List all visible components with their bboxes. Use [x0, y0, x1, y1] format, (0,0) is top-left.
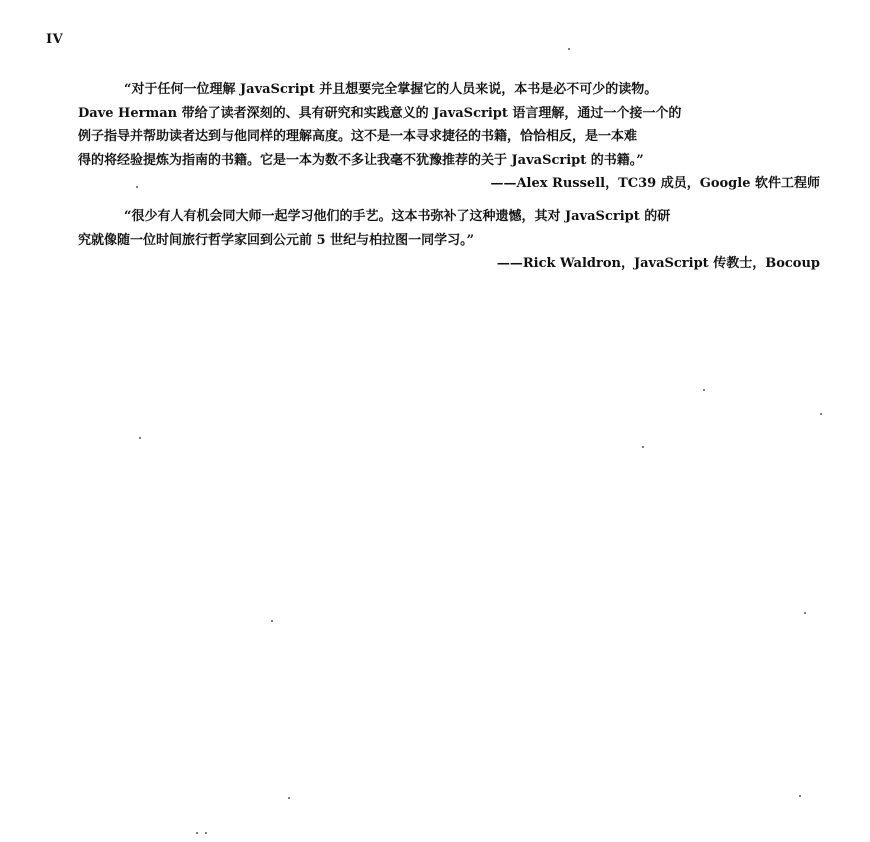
quote-line: “对于任何一位理解 JavaScript 并且想要完全掌握它的人员来说，本书是必不可少的读物。 [124, 82, 658, 97]
quote-line: 例子指导并帮助读者达到与他同样的理解高度。这不是一本寻求捷径的书籍，恰恰相反，是一本难 [78, 129, 638, 144]
quote-attribution: ——Alex Russell，TC39 成员，Google 软件工程师 [490, 176, 820, 191]
scan-speck [642, 446, 644, 448]
page-number: IV [46, 32, 64, 47]
scan-speck [196, 832, 198, 834]
quote-line: 得的将经验提炼为指南的书籍。它是一本为数不多让我毫不犹豫推荐的关于 JavaScript 的书籍。” [78, 152, 644, 168]
scan-speck [271, 620, 273, 622]
quote-line: “很少有人有机会同大师一起学习他们的手艺。这本书弥补了这种遗憾，其对 JavaScript 的研 [124, 209, 671, 224]
scan-speck [703, 389, 705, 391]
scan-speck [820, 413, 822, 415]
scan-speck [799, 795, 801, 797]
scan-speck [804, 612, 806, 614]
quote-rick-waldron [78, 205, 820, 276]
quote-attribution: ——Rick Waldron，JavaScript 传教士，Bocoup [496, 256, 820, 271]
scan-speck [136, 186, 138, 188]
quote-line: Dave Herman 带给了读者深刻的、具有研究和实践意义的 JavaScript 语言理解，通过一个接一个的 [78, 105, 682, 121]
quote-alex-russell [78, 78, 820, 196]
scan-speck [139, 437, 141, 439]
scan-speck [288, 797, 290, 799]
scan-speck [205, 832, 207, 834]
scan-speck [568, 48, 570, 50]
quote-line: 究就像随一位时间旅行哲学家回到公元前 5 世纪与柏拉图一同学习。” [78, 232, 475, 248]
